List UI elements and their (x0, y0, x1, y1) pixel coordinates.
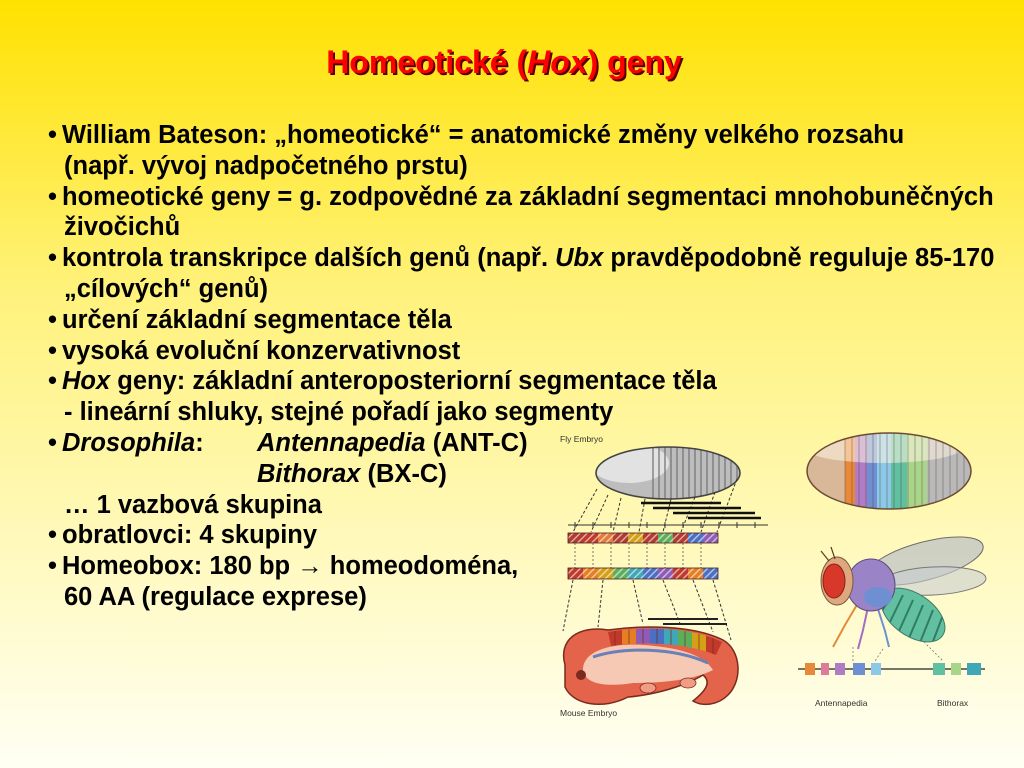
title-text-end: ) geny (587, 44, 682, 80)
fly-embryo-label: Fly Embryo (560, 434, 603, 444)
bullet-text: William Bateson: „homeotické“ = anatomické změny velkého rozsahu (62, 121, 905, 149)
gene-bars (641, 503, 761, 518)
gene-name-italic: Antennapedia (257, 428, 426, 457)
gene-block (933, 663, 945, 675)
gene-block (835, 663, 845, 675)
gene-block (805, 663, 815, 675)
gene-complex-bithorax (257, 459, 447, 490)
bullet-icon: • (48, 428, 57, 457)
mouse-embryo-label: Mouse Embryo (560, 708, 618, 718)
bullet-continuation (48, 212, 1008, 243)
mouse-gene-bars (648, 619, 727, 624)
bullet-text: „cílových“ genů) (64, 274, 269, 303)
bullet-text: geny: základní anteroposteriorní segmentace těla (110, 367, 717, 396)
bullet-item-bateson (48, 120, 1008, 151)
bullet-text: … 1 vazbová skupina (64, 490, 322, 519)
bullet-icon: • (48, 244, 57, 273)
bullet-text: : (195, 428, 204, 457)
bullet-text: obratlovci: 4 skupiny (62, 521, 318, 550)
bullet-item-homeotic-genes (48, 182, 1008, 213)
bullet-text: 60 AA (regulace exprese) (64, 582, 367, 611)
bullet-text: (např. vývoj nadpočetného prstu) (64, 151, 468, 180)
bullet-continuation (48, 151, 1008, 182)
dashed-connectors-middle (575, 543, 701, 568)
title-text-start: Homeotické ( (326, 44, 528, 80)
gene-name-italic: Hox (62, 367, 111, 396)
colored-fly-embryo-drawing (803, 425, 973, 515)
band-hatch (568, 568, 718, 579)
mouse-limb-bud (640, 683, 656, 693)
bullet-icon: • (48, 305, 57, 334)
fly-embryo-stripes (653, 443, 737, 505)
bullet-item-hox-genes (48, 366, 1008, 397)
gene-position-ruler (568, 522, 768, 528)
gene-block (951, 663, 961, 675)
adult-fly-drawing (821, 527, 988, 653)
bullet-item-conservation (48, 336, 1008, 367)
bullet-item-segmentation (48, 305, 1008, 336)
chromosome-row-1 (568, 533, 718, 543)
bullet-icon: • (48, 521, 57, 550)
gene-block (821, 663, 829, 675)
fly-leg (833, 603, 858, 647)
bullet-text: určení základní segmentace těla (62, 305, 452, 334)
antennapedia-label: Antennapedia (815, 698, 868, 708)
bullet-text: (BX-C) (360, 459, 447, 488)
fly-thorax-patch (864, 587, 892, 607)
band-hatch (568, 533, 718, 543)
bullet-icon: • (48, 336, 57, 365)
hox-illustration (553, 425, 1003, 725)
fly-leg (858, 607, 868, 649)
mouse-embryo-drawing (564, 620, 738, 704)
bullet-text: pravděpodobně reguluje 85-170 (603, 244, 995, 273)
bullet-continuation (48, 397, 1008, 428)
fly-eye (823, 564, 845, 598)
gene-name-italic: Ubx (555, 244, 604, 273)
slide-title (0, 44, 1008, 80)
bullet-text: (ANT-C) (425, 428, 528, 457)
bullet-text: - lineární shluky, stejné pořadí jako segmenty (64, 398, 614, 427)
chromosome-row-2 (568, 568, 718, 579)
bullet-icon: • (48, 552, 57, 581)
gene-complex-antennapedia (257, 428, 528, 459)
bullet-text: homeodoména, (322, 552, 519, 581)
gene-block (853, 663, 865, 675)
mouse-eye (576, 670, 586, 680)
bullet-icon: • (48, 121, 57, 149)
embryo-highlight (803, 431, 963, 463)
bullet-text: Homeobox: 180 bp (62, 552, 298, 581)
bithorax-label: Bithorax (937, 698, 969, 708)
arrow-right-icon: → (297, 552, 323, 581)
bullet-icon: • (48, 367, 57, 396)
gene-block (967, 663, 981, 675)
gene-name-italic: Bithorax (257, 459, 361, 488)
bullet-text: živočichů (64, 213, 181, 242)
organism-name-italic: Drosophila (62, 428, 196, 457)
bullet-icon: • (48, 182, 57, 211)
bullet-text: homeotické geny = g. zodpovědné za základní segmentaci mnohobuněčných (62, 182, 994, 211)
gene-block (871, 663, 881, 675)
bullet-item-transcription-control (48, 243, 1008, 274)
bullet-text: vysoká evoluční konzervativnost (62, 336, 461, 365)
bullet-text: kontrola transkripce dalších genů (např. (62, 244, 556, 273)
hox-gene-map (798, 639, 985, 675)
title-hox-italic: Hox (527, 44, 588, 80)
colored-embryo-segments (803, 425, 973, 515)
fly-embryo-drawing (589, 443, 740, 505)
mouse-limb-bud (680, 678, 696, 688)
bullet-continuation (48, 274, 1008, 305)
